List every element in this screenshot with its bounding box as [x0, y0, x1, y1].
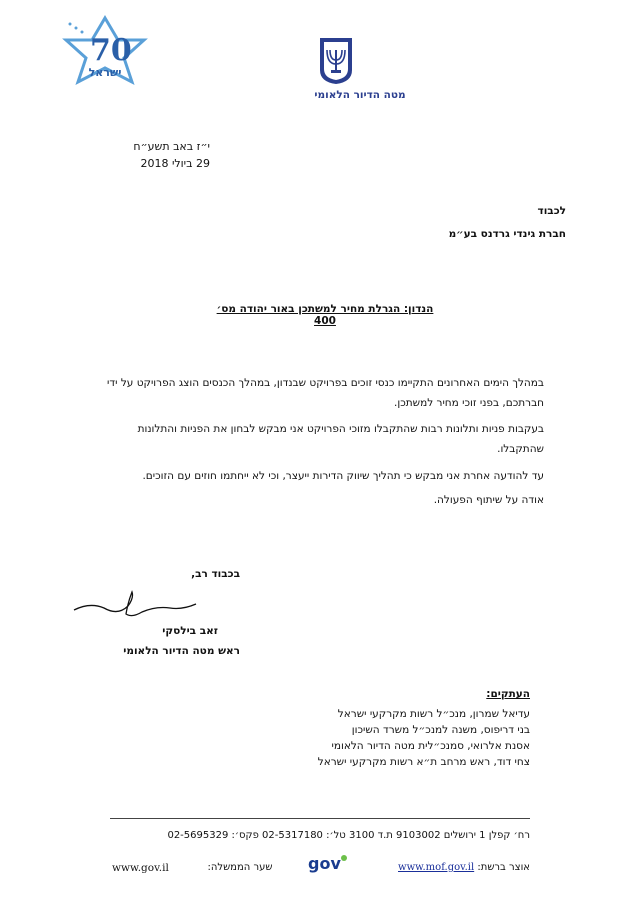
treasury-footer [395, 862, 530, 873]
gov-url-link[interactable]: www.gov.il [112, 862, 169, 874]
body-paragraph-3: עד להודעה אחרת אני מבקש כי תהליך שיווק הדירות ייעצר, וכי לא ייחתמו חוזים עם הזוכים. [142, 470, 544, 482]
cc-item: בני דריפוס, משנה למנכ״ל משרד השיכון [351, 724, 530, 736]
organization-name: מטה הדיור הלאומי [314, 89, 406, 101]
logo-70-text: ישראל [88, 66, 122, 79]
letter-subject: הנדון: הגרלת מחיר למשתכן באור יהודה מס׳ 400 [216, 303, 434, 327]
cc-item: עדיאל שמרון, מנכ״ל רשות מקרקעי ישראל [337, 708, 530, 720]
logo-70-number: 70 [90, 33, 132, 68]
state-emblem-icon [316, 36, 356, 86]
cc-item: צחי דוד, ראש מרחב ת״א רשות מקרקעי ישראל [317, 756, 530, 768]
cc-heading: העתקים: [486, 688, 530, 700]
cc-list [300, 706, 530, 770]
hebrew-date: י״ז באב תשע״ח [133, 140, 210, 153]
gregorian-date: 29 ביולי 2018 [140, 157, 210, 170]
government-gate-label: שער הממשלה: [207, 862, 273, 873]
closing-regards: בכבוד רב, [191, 568, 240, 580]
body-paragraph-1: במהלך הימים האחרונים התקיימו כנסי זוכים בפרויקט שבנדון, במהלך הכנסים הוצג הפרויקט על ידי חברתכם, בפני זוכי מחיר למשתכן. [107, 377, 544, 409]
cc-item: אסנת אלרואי, סמנכ״לית מטה הדיור הלאומי [331, 740, 530, 752]
treasury-label: אוצר ברשת: [477, 862, 530, 873]
recipient-label: לכבוד [537, 205, 566, 217]
footer-address: רח׳ קפלן 1 ירושלים 9103002 ת.ד 3100 טל׳: 02-5317180 פקס׳: 02-5695329 [167, 830, 530, 841]
treasury-url-link[interactable]: www.mof.gov.il [398, 862, 475, 873]
gov-logo-text: gov [308, 854, 341, 873]
body-paragraph-2: בעקבות פניות ותלונות רבות שהתקבלו מזוכי הפרויקט אני מבקש לבחון את הפניות והתלונות שהתקבלו. [137, 423, 544, 455]
signer-title: ראש מטה הדיור הלאומי [123, 645, 240, 657]
recipient-company: חברת גינדי גרדנס בע״מ [448, 228, 566, 240]
gov-logo-icon [306, 853, 350, 873]
body-paragraph-4: אודה על שיתוף הפעולה. [433, 494, 544, 506]
israel-70-logo [60, 14, 150, 86]
footer-divider [110, 818, 530, 819]
signer-name: זאב בילסקי [162, 625, 218, 637]
handwritten-signature [70, 588, 200, 628]
